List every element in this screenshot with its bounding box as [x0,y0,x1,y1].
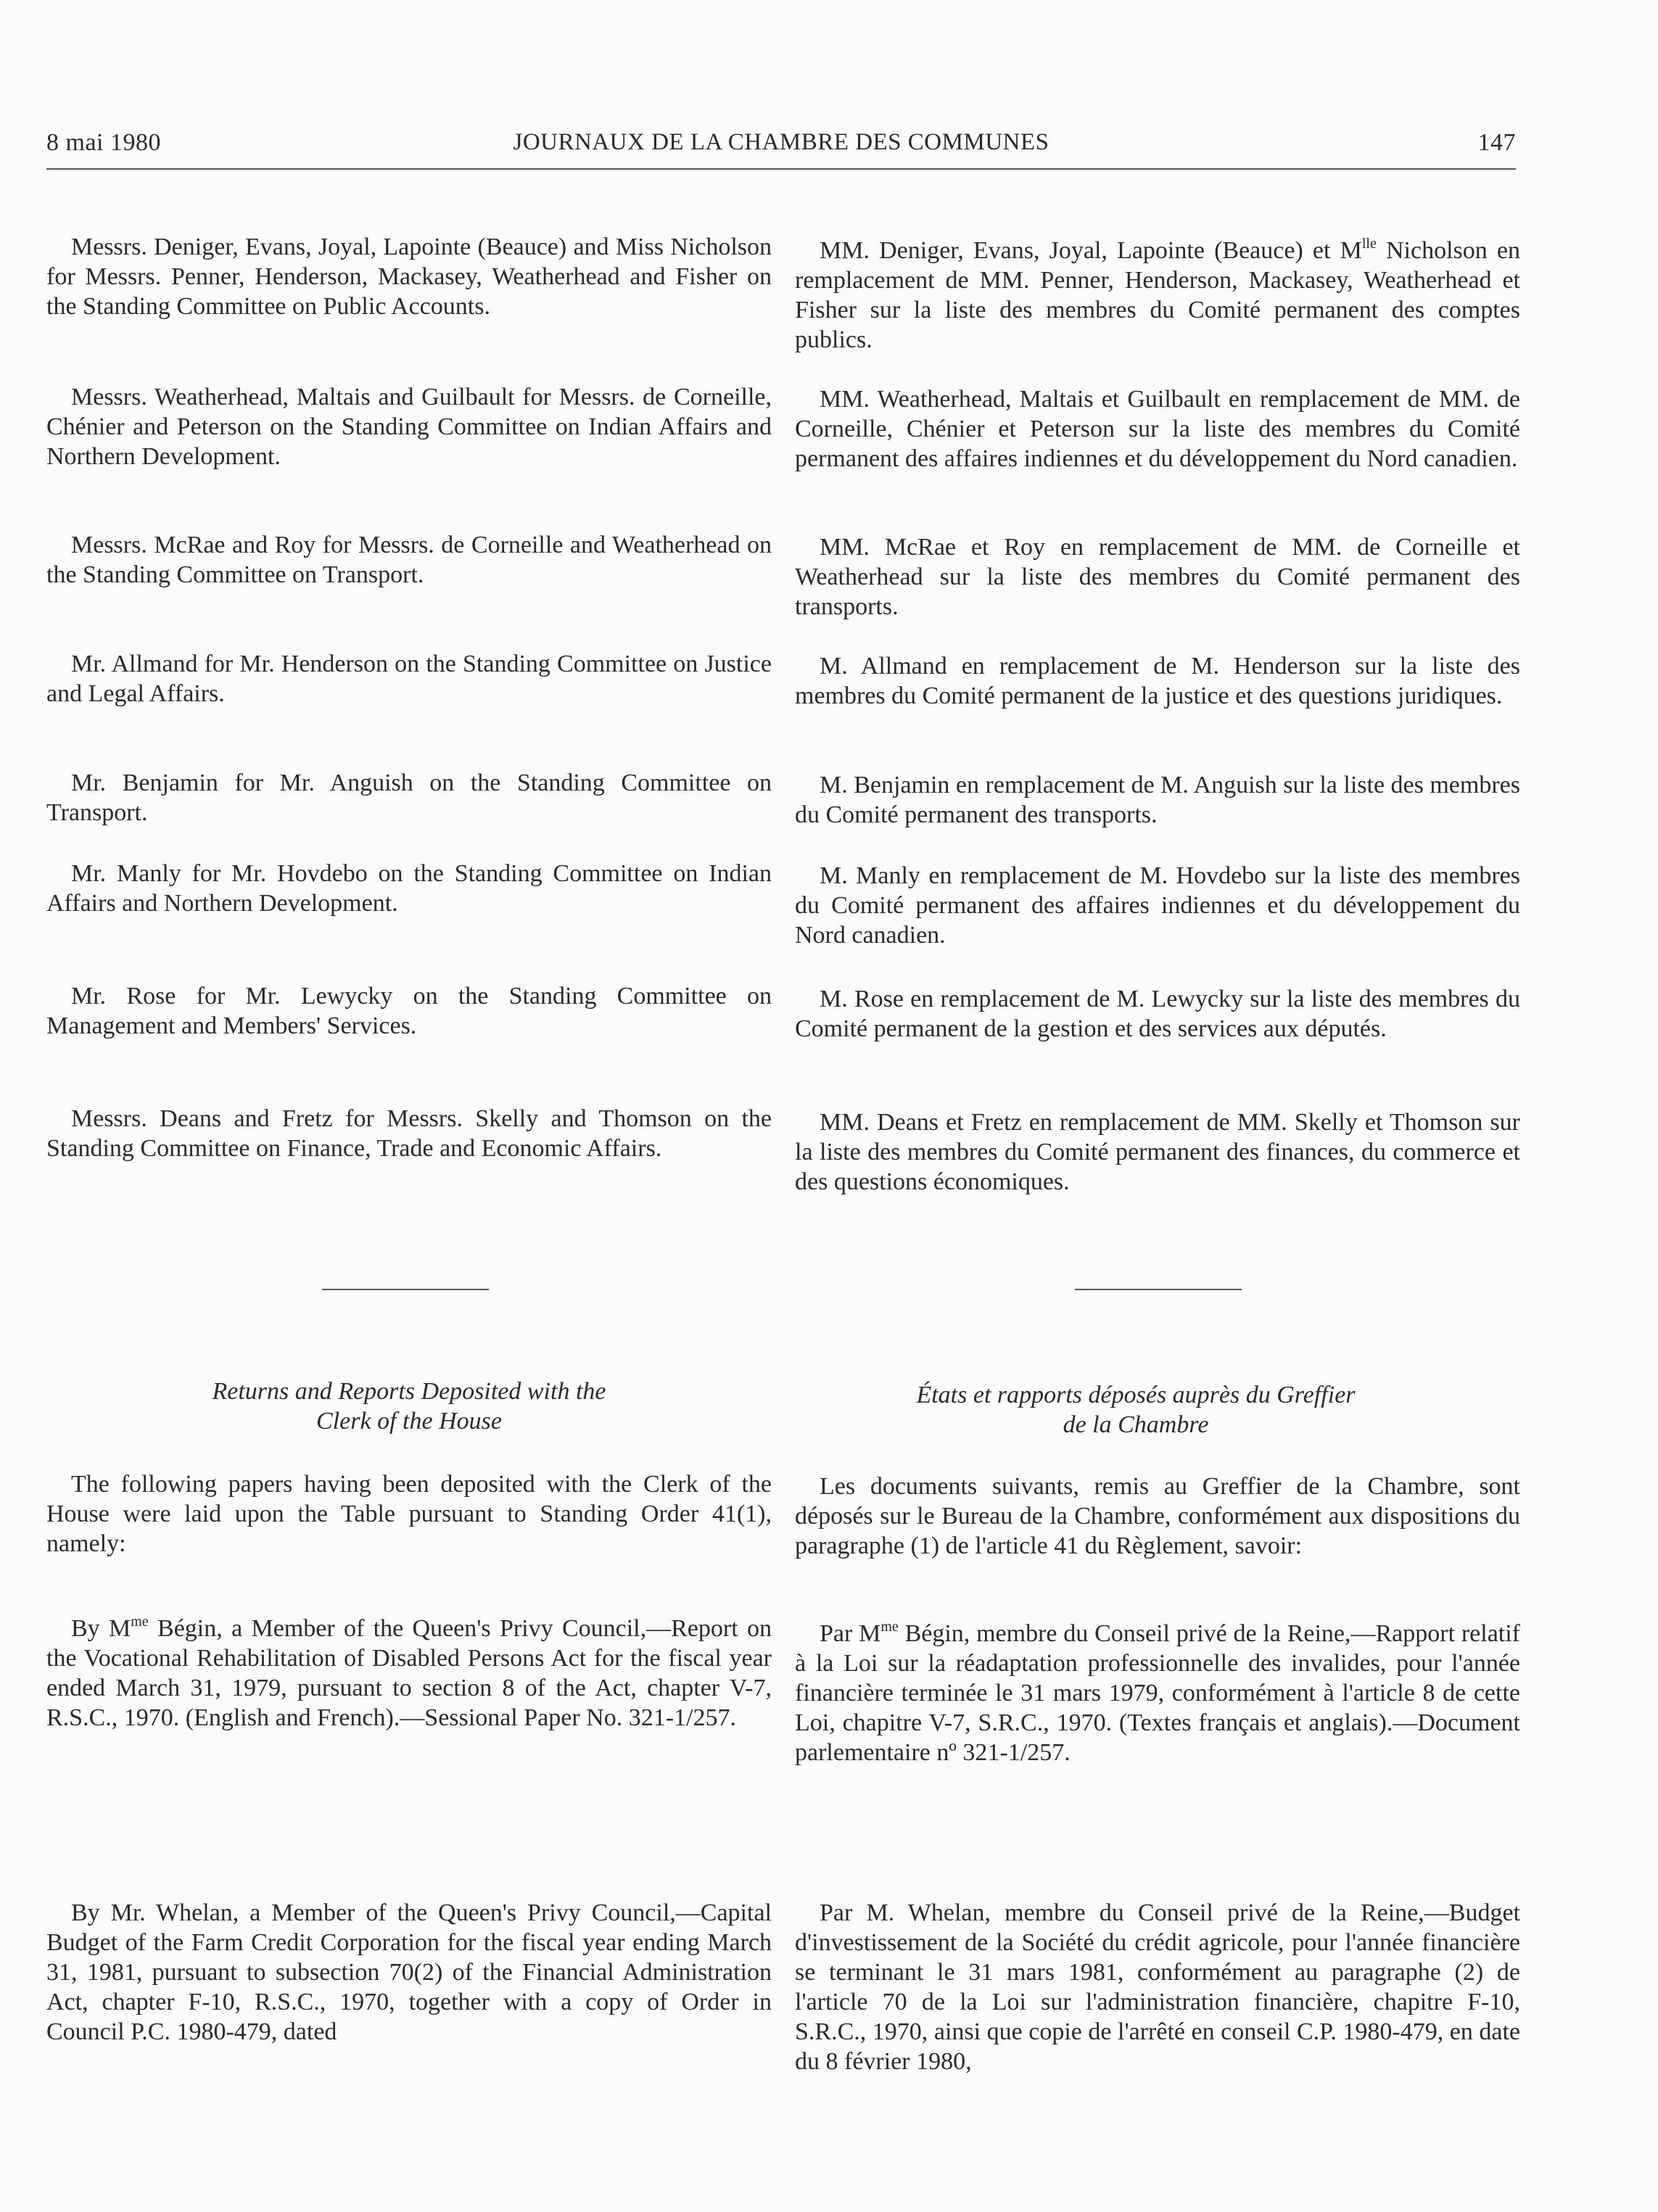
header-page-number: 147 [1477,129,1516,156]
right-paragraph-public-accounts [795,236,1520,355]
right-p1-text: Nicholson en remplacement de MM. Penner, Henderson, Mackasey, Weatherhead et Fisher sur la liste des membres du Comité permanent des comptes publics. [795,237,1521,353]
left-paragraph-indian-affairs-2: Mr. Manly for Mr. Hovdebo on the Standing Committee on Indian Affairs and Northern Development. [46,860,772,917]
right-paragraph-transport-2: M. Benjamin en remplacement de M. Anguish sur la liste des membres du Comité permanent des transports. [795,772,1520,828]
right-begin-text: Bégin, membre du Conseil privé de la Reine,—Rapport relatif à la Loi sur la réadaptation professionnelle des invalides, pour l'année financière terminée le 31 mars 1979, conformément à l'article 8 de cette Loi, chapitre V-7, S.R.C., 1970. (Textes français et anglais).—Document parlementaire nº 321-1/257. [795,1620,1520,1766]
left-paragraph-management: Mr. Rose for Mr. Lewycky on the Standing Committee on Management and Members' Services. [46,983,772,1039]
right-paragraph-management: M. Rose en remplacement de M. Lewycky sur la liste des membres du Comité permanent de la gestion et des services aux députés. [795,986,1520,1042]
left-begin-paragraph [46,1614,772,1733]
right-whelan-paragraph: Par M. Whelan, membre du Conseil privé de la Reine,—Budget d'investissement de la Société du crédit agricole, pour l'année financière se terminant le 31 mars 1981, conformément au paragraphe (2) de l'article 70 de la Loi sur l'administration financière, chapitre F-10, S.R.C., 1970, ainsi que copie de l'arrêté en conseil C.P. 1980-479, en date du 8 février 1980, [795,1899,1520,2075]
right-begin-paragraph [795,1619,1520,1767]
left-whelan-paragraph: By Mr. Whelan, a Member of the Queen's Privy Council,—Capital Budget of the Farm Credit Corporation for the fiscal year ending March 31, 1981, pursuant to subsection 70(2) of the Financial Administration Act, chapter F-10, R.S.C., 1970, together with a copy of Order in Council P.C. 1980-479, dated [46,1899,772,2045]
left-paragraph-finance: Messrs. Deans and Fretz for Messrs. Skelly and Thomson on the Standing Committee on Finance, Trade and Economic Affairs. [46,1105,772,1162]
left-section-title [46,1377,772,1436]
right-section-title-line1: États et rapports déposés auprès du Greffier [916,1382,1356,1408]
right-paragraph-justice: M. Allmand en remplacement de M. Henderson sur la liste des membres du Comité permanent de la justice et des questions juridiques. [795,653,1520,709]
right-paragraph-indian-affairs: MM. Weatherhead, Maltais et Guilbault en remplacement de MM. de Corneille, Chénier et Peterson sur la liste des membres du Comité permanent des affaires indiennes et du développement du Nord canadien. [795,386,1520,472]
left-section-title-line1: Returns and Reports Deposited with the [212,1378,606,1405]
right-begin-sup: me [880,1619,899,1635]
right-section-title-line2: de la Chambre [1063,1411,1209,1438]
left-paragraph-transport-1: Messrs. McRae and Roy for Messrs. de Corneille and Weatherhead on the Standing Committee on Transport. [46,532,772,588]
left-begin-prefix: By M [71,1615,131,1642]
section-divider-right [1075,1289,1242,1290]
right-paragraph-finance: MM. Deans et Fretz en remplacement de MM. Skelly et Thomson sur la liste des membres du Comité permanent des finances, du commerce et des questions économiques. [795,1109,1520,1195]
left-paragraph-justice: Mr. Allmand for Mr. Henderson on the Standing Committee on Justice and Legal Affairs. [46,651,772,707]
left-paragraph-indian-affairs: Messrs. Weatherhead, Maltais and Guilbault for Messrs. de Corneille, Chénier and Peterson on the Standing Committee on Indian Affairs and Northern Development. [46,384,772,470]
section-divider-left [322,1289,489,1290]
left-begin-text: Bégin, a Member of the Queen's Privy Council,—Report on the Vocational Rehabilitation of Disabled Persons Act for the fiscal year ended March 31, 1979, pursuant to section 8 of the Act, chapter V-7, R.S.C., 1970. (English and French).—Sessional Paper No. 321-1/257. [46,1615,772,1731]
left-begin-sup: me [131,1614,149,1630]
header-title: JOURNAUX DE LA CHAMBRE DES COMMUNES [513,129,1049,155]
right-p1-sup: lle [1361,236,1377,252]
left-paragraph-transport-2: Mr. Benjamin for Mr. Anguish on the Standing Committee on Transport. [46,769,772,826]
left-section-title-line2: Clerk of the House [316,1408,502,1435]
left-intro-paragraph: The following papers having been deposited with the Clerk of the House were laid upon the Table pursuant to Standing Order 41(1), namely: [46,1471,772,1557]
right-p1-prefix: MM. Deniger, Evans, Joyal, Lapointe (Beauce) et M [820,237,1362,264]
right-section-title [773,1380,1498,1440]
header-date: 8 mai 1980 [46,129,161,156]
right-paragraph-transport-1: MM. McRae et Roy en remplacement de MM. de Corneille et Weatherhead sur la liste des membres du Comité permanent des transports. [795,534,1520,620]
right-begin-prefix: Par M [820,1620,881,1647]
right-paragraph-indian-affairs-2: M. Manly en remplacement de M. Hovdebo sur la liste des membres du Comité permanent des affaires indiennes et du développement du Nord canadien. [795,862,1520,949]
right-intro-paragraph: Les documents suivants, remis au Greffier de la Chambre, sont déposés sur le Bureau de la Chambre, conformément aux dispositions du paragraphe (1) de l'article 41 du Règlement, savoir: [795,1473,1520,1559]
page-header [46,123,1516,170]
left-paragraph-public-accounts: Messrs. Deniger, Evans, Joyal, Lapointe (Beauce) and Miss Nicholson for Messrs. Penner, Henderson, Mackasey, Weatherhead and Fisher on the Standing Committee on Public Accounts. [46,234,772,320]
